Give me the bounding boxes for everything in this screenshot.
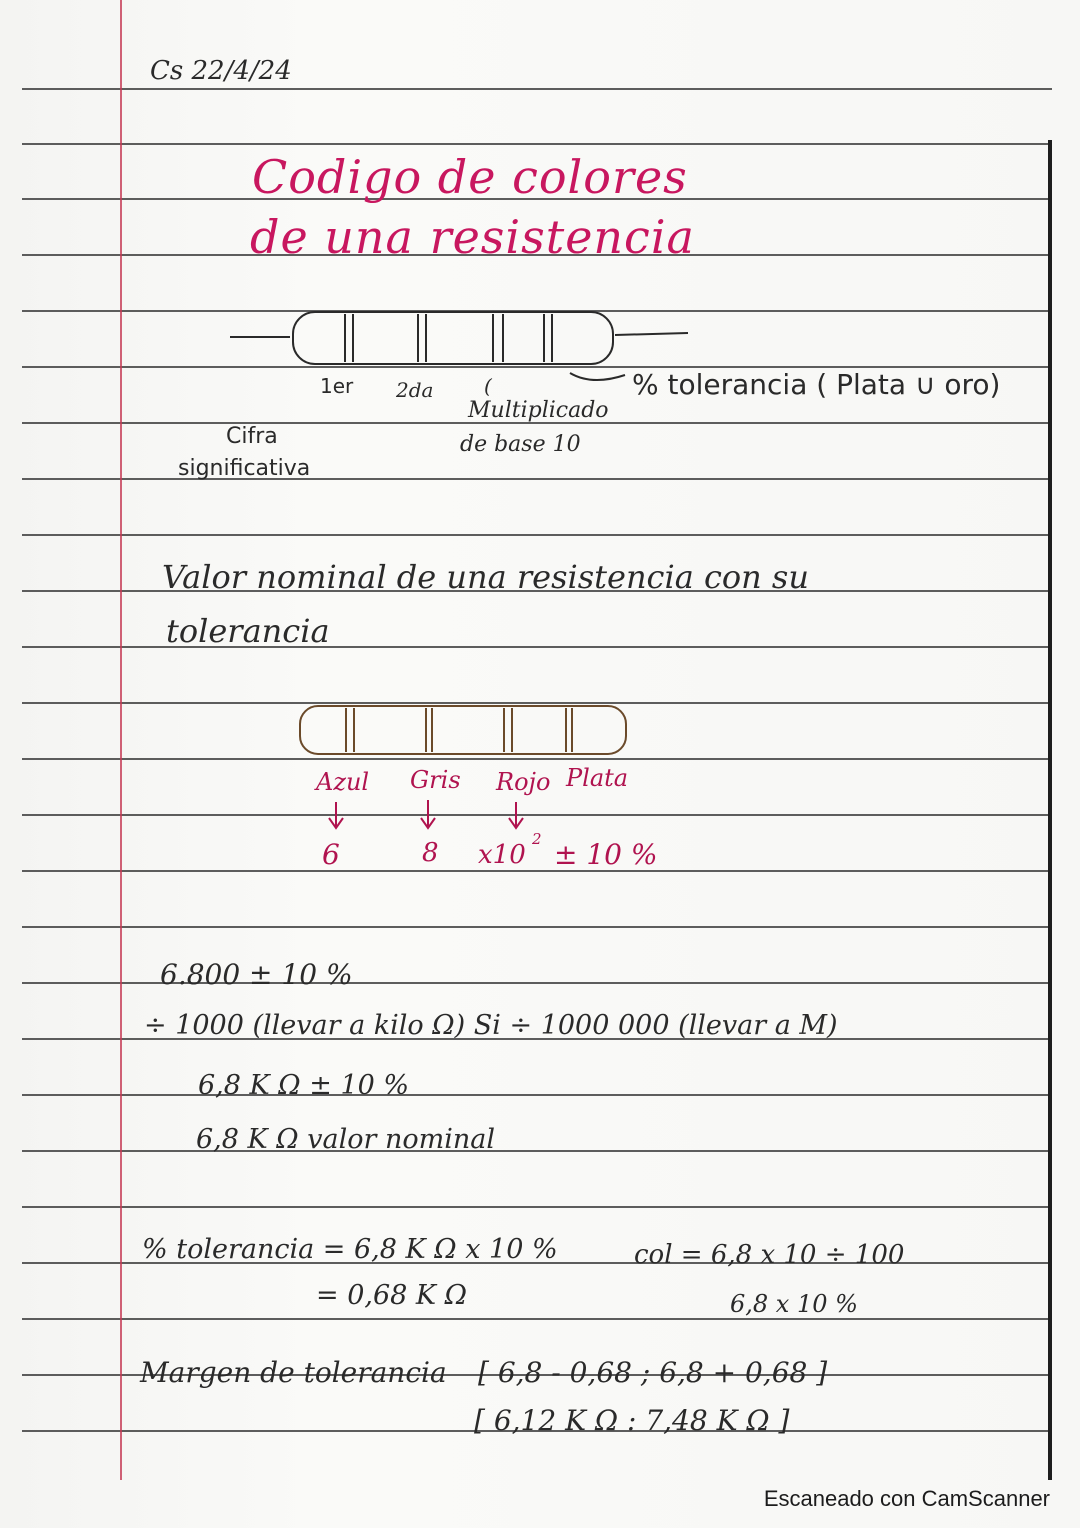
significant-label-line2: significativa xyxy=(178,456,311,481)
section-heading-line1: Valor nominal de una resistencia con su xyxy=(162,558,809,596)
band-label-second: 2da xyxy=(396,378,434,402)
calc-line-4: 6,8 K Ω valor nominal xyxy=(196,1124,495,1155)
tolerance-side-calc-1: col = 6,8 x 10 ÷ 100 xyxy=(634,1240,905,1270)
tolerance-value: ± 10 % xyxy=(554,838,658,871)
multiplier-exponent: 2 xyxy=(532,830,542,848)
tolerance-calc-line2: = 0,68 K Ω xyxy=(316,1280,468,1311)
margin-label: Margen de tolerancia xyxy=(140,1356,447,1389)
band-label-third: ( xyxy=(484,374,492,398)
color-label-gris: Gris xyxy=(410,766,461,794)
multiplier-label-line2: de base 10 xyxy=(460,432,581,457)
tolerance-side-calc-2: 6,8 x 10 % xyxy=(730,1290,858,1318)
margin-range-result: [ 6,12 K Ω : 7,48 K Ω ] xyxy=(474,1404,790,1437)
tolerance-calc-line1: % tolerancia = 6,8 K Ω x 10 % xyxy=(142,1234,558,1265)
calc-line-3: 6,8 K Ω ± 10 % xyxy=(198,1070,410,1101)
color-label-rojo: Rojo xyxy=(496,768,551,796)
margin-range-expression: [ 6,8 - 0,68 ; 6,8 + 0,68 ] xyxy=(478,1356,828,1389)
band-label-first: 1er xyxy=(320,374,354,398)
significant-label-line1: Cifra xyxy=(226,424,278,449)
page-title-line2: de una resistencia xyxy=(250,210,695,264)
multiplier-value: x10 xyxy=(478,840,526,870)
date-note: Cs 22/4/24 xyxy=(150,56,292,86)
digit-first: 6 xyxy=(322,838,340,871)
calc-line-2: ÷ 1000 (llevar a kilo Ω) Si ÷ 1000 000 (llevar a M) xyxy=(144,1010,838,1041)
calc-line-1: 6.800 ± 10 % xyxy=(160,958,353,991)
section-heading-line2: tolerancia xyxy=(166,612,330,650)
color-label-plata: Plata xyxy=(566,764,629,792)
digit-second: 8 xyxy=(422,838,439,868)
tolerance-band-label: % tolerancia ( Plata ∪ oro) xyxy=(632,368,1001,401)
multiplier-label-line1: Multiplicado xyxy=(468,398,609,423)
color-label-azul: Azul xyxy=(316,768,370,796)
page-title-line1: Codigo de colores xyxy=(252,150,688,204)
scanner-watermark: Escaneado con CamScanner xyxy=(763,1486,1050,1511)
